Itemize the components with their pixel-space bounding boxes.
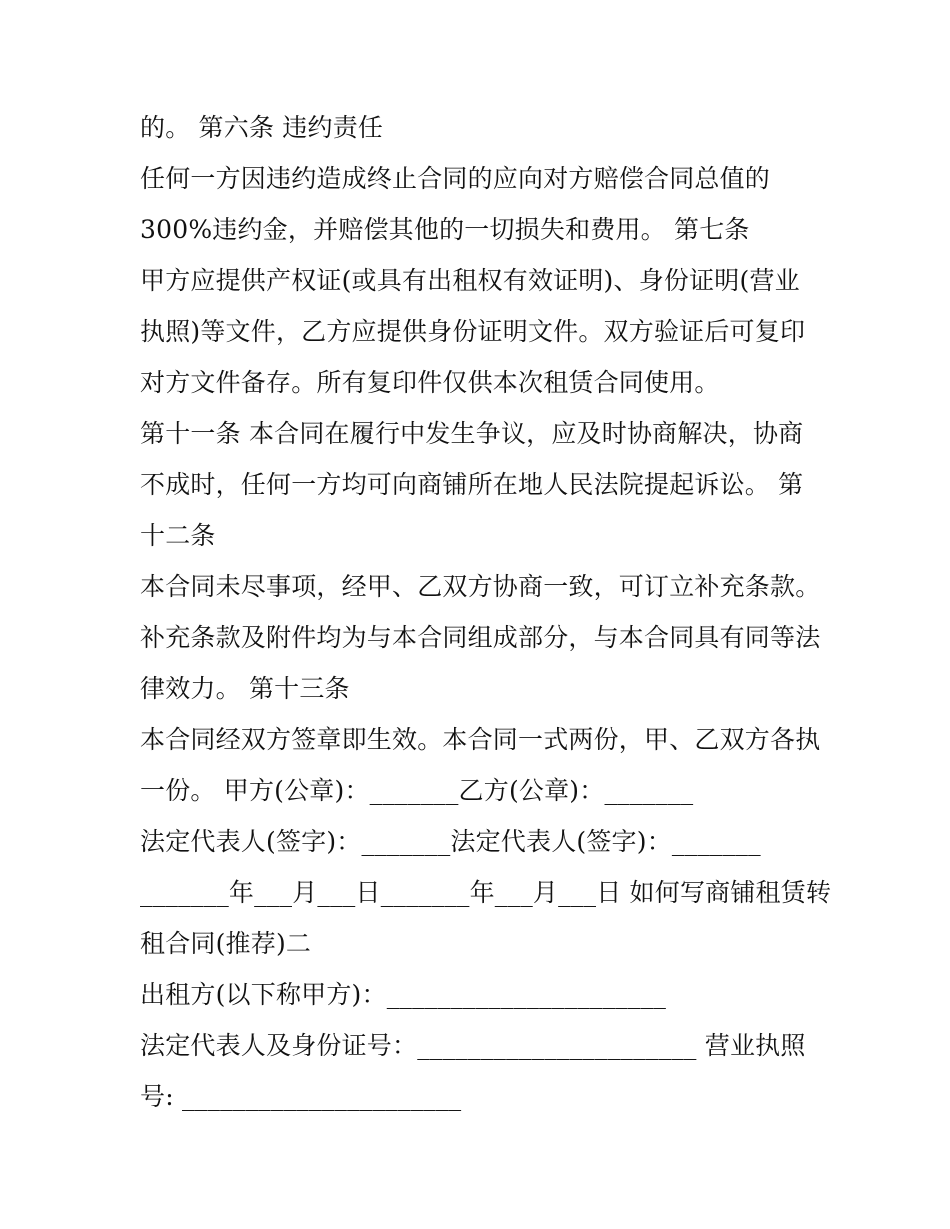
text-line: 对方文件备存。所有复印件仅供本次租赁合同使用。 [140,368,720,397]
text-line: 出租方(以下称甲方)：______________________ [140,980,667,1009]
text-line: _______年___月___日_______年___月___日 如何写商铺租赁转 [140,878,832,907]
text-line: 律效力。 第十三条 [140,674,350,703]
text-line: 本合同经双方签章即生效。本合同一式两份，甲、乙双方各执 [140,725,821,754]
text-line: 300%违约金，并赔偿其他的一切损失和费用。 第七条 [140,215,750,244]
text-line: 一份。 甲方(公章)：_______乙方(公章)：_______ [140,776,694,805]
text-line: 租合同(推荐)二 [140,929,312,958]
text-line: 法定代表人(签字)：_______法定代表人(签字)：_______ [140,827,761,856]
text-line: 法定代表人及身份证号：______________________ 营业执照 [140,1031,806,1060]
text-line: 执照)等文件，乙方应提供身份证明文件。双方验证后可复印 [140,317,806,346]
text-line: 补充条款及附件均为与本合同组成部分，与本合同具有同等法 [140,623,821,652]
text-line: 的。 第六条 违约责任 [140,113,384,142]
text-line: 号: ______________________ [140,1082,462,1111]
text-line: 任何一方因违约造成终止合同的应向对方赔偿合同总值的 [140,164,771,193]
text-line: 不成时，任何一方均可向商铺所在地人民法院提起诉讼。 第 [140,470,804,499]
text-line: 本合同未尽事项，经甲、乙双方协商一致，可订立补充条款。 [140,572,821,601]
text-line: 甲方应提供产权证(或具有出租权有效证明)、身份证明(营业 [140,266,800,295]
text-line: 十二条 [140,521,216,550]
text-line: 第十一条 本合同在履行中发生争议，应及时协商解决，协商 [140,419,804,448]
